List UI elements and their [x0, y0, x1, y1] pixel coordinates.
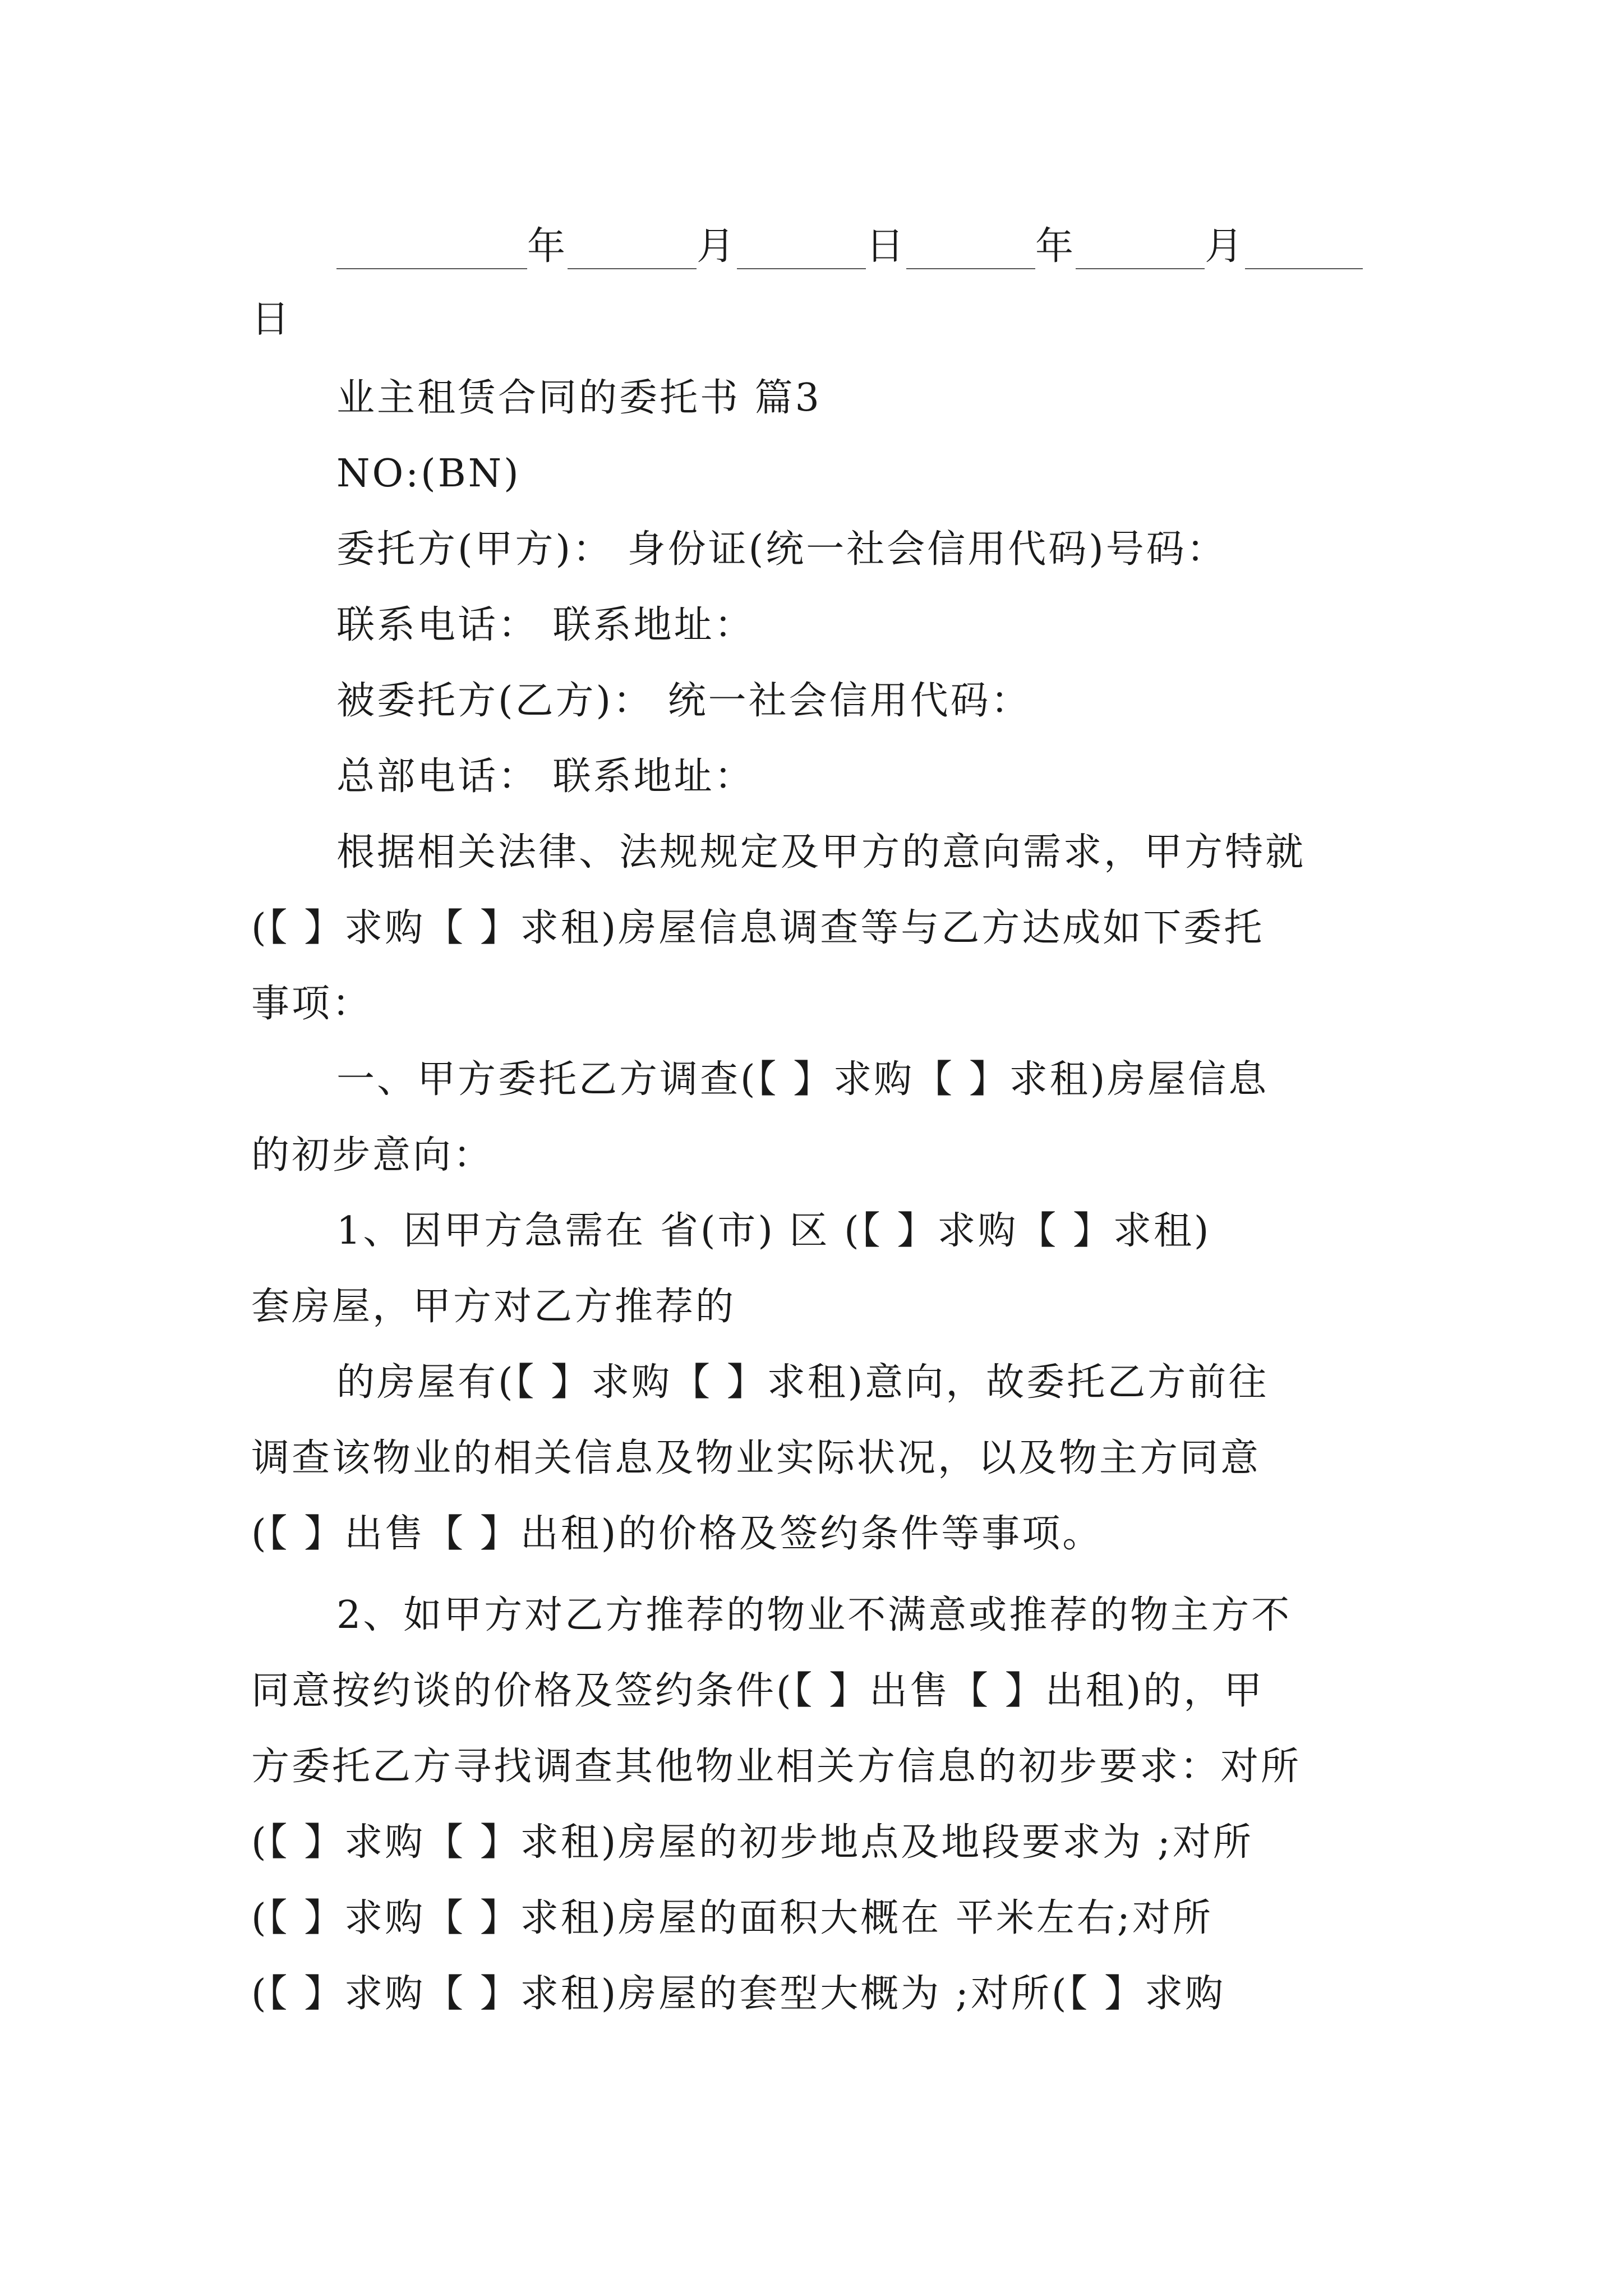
year-blank [336, 229, 527, 269]
clause1-line-1: 一、甲方委托乙方调查(【 】求购【 】求租)房屋信息 [336, 1057, 1269, 1102]
item2-line-5: (【 】求购【 】求租)房屋的面积大概在 平米左右;对所 [251, 1896, 1213, 1940]
item2-line-6: (【 】求购【 】求租)房屋的套型大概为 ;对所(【 】求购 [251, 1972, 1225, 2016]
item2-line-4: (【 】求购【 】求租)房屋的初步地点及地段要求为 ;对所 [251, 1820, 1253, 1865]
clause1-line-2: 的初步意向： [251, 1133, 494, 1177]
section-title: 业主租赁合同的委托书 篇3 [336, 376, 822, 420]
month-label-2: 月 [1205, 224, 1246, 269]
date-line [336, 219, 1382, 269]
intro-line-2: (【 】求购【 】求租)房屋信息调查等与乙方达成如下委托 [251, 906, 1265, 950]
item2-line-3: 方委托乙方寻找调查其他物业相关方信息的初步要求：对所 [251, 1745, 1302, 1789]
year-blank-2 [906, 229, 1035, 269]
year-label: 年 [527, 224, 568, 269]
intro-line-1: 根据相关法律、法规规定及甲方的意向需求，甲方特就 [336, 830, 1306, 875]
item2-line-1: 2、如甲方对乙方推荐的物业不满意或推荐的物主方不 [336, 1593, 1292, 1637]
item2-line-2: 同意按约谈的价格及签约条件(【 】出售【 】出租)的，甲 [251, 1669, 1265, 1713]
day-wrap: 日 [251, 297, 292, 342]
day-label: 日 [866, 224, 907, 269]
month-label: 月 [697, 224, 737, 269]
day-blank-2 [1245, 229, 1363, 269]
principal-contact: 联系电话： 联系地址： [336, 603, 755, 647]
item1-line-1: 1、因甲方急需在 省(市) 区 (【 】求购【 】求租) [336, 1209, 1211, 1253]
item1-line-2: 套房屋，甲方对乙方推荐的 [251, 1285, 736, 1329]
document-number: NO:(BN) [336, 452, 521, 496]
agent-contact: 总部电话： 联系地址： [336, 754, 755, 799]
item1b-line-3: (【 】出售【 】出租)的价格及签约条件等事项。 [251, 1512, 1103, 1556]
item1b-line-2: 调查该物业的相关信息及物业实际状况，以及物主方同意 [251, 1436, 1261, 1480]
month-blank-2 [1076, 229, 1205, 269]
agent-info: 被委托方(乙方)： 统一社会信用代码： [336, 679, 1031, 723]
month-blank [568, 229, 697, 269]
principal-info: 委托方(甲方)： 身份证(统一社会信用代码)号码： [336, 527, 1227, 572]
item1b-line-1: 的房屋有(【 】求购【 】求租)意向，故委托乙方前往 [336, 1360, 1269, 1405]
year-label-2: 年 [1035, 224, 1076, 269]
day-blank [737, 229, 866, 269]
intro-line-3: 事项： [251, 982, 373, 1026]
